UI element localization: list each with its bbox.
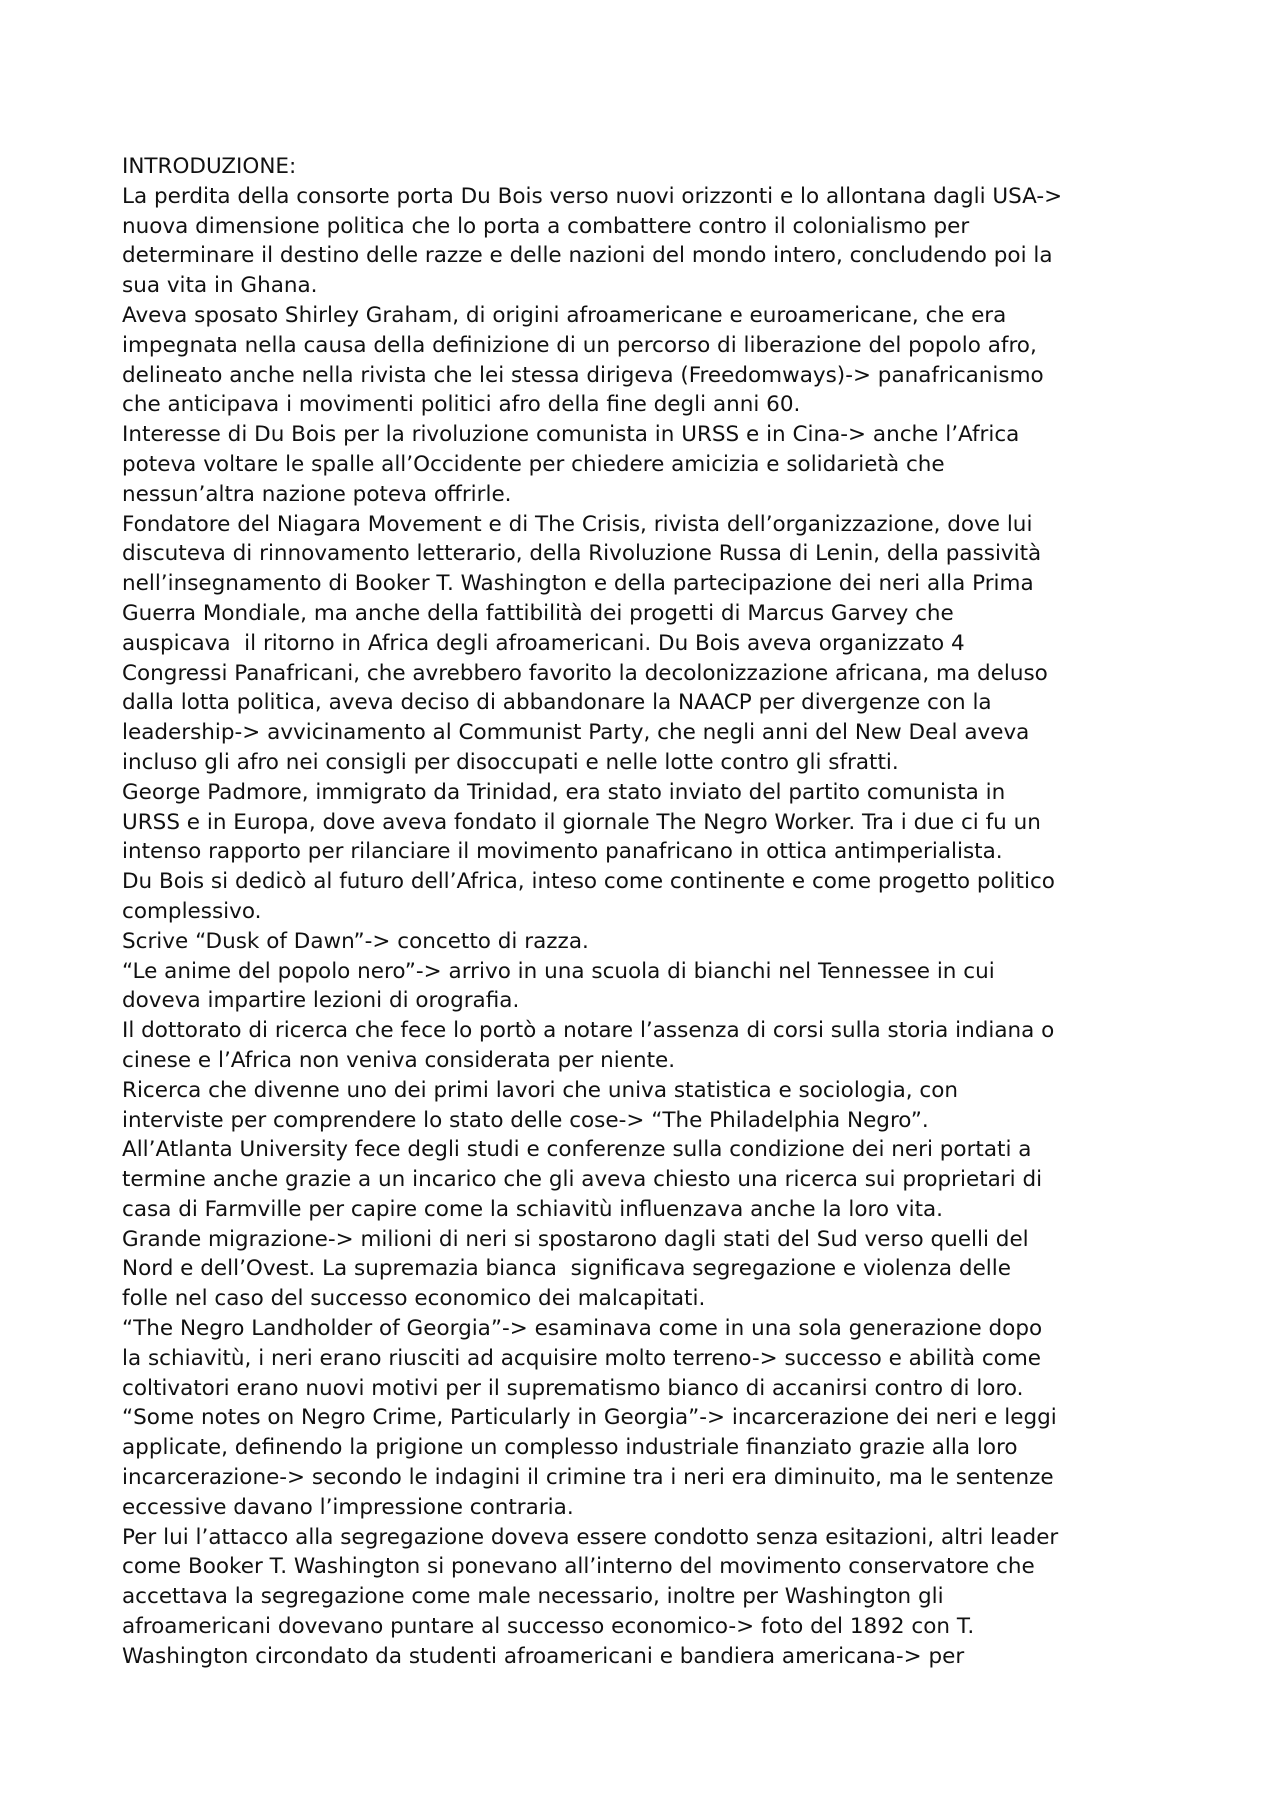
text-line: dalla lotta politica, aveva deciso di abbandonare la NAACP per divergenze con la	[122, 690, 992, 716]
text-line: casa di Farmville per capire come la schiavitù influenzava anche la loro vita.	[122, 1196, 944, 1222]
text-line: che anticipava i movimenti politici afro della fine degli anni 60.	[122, 392, 801, 418]
text-line: Per lui l’attacco alla segregazione doveva essere condotto senza esitazioni, altri leader	[122, 1524, 1059, 1550]
text-line: incluso gli afro nei consigli per disoccupati e nelle lotte contro gli sfratti.	[122, 749, 899, 775]
text-line: intenso rapporto per rilanciare il movimento panafricano in ottica antimperialista.	[122, 839, 1003, 865]
text-line: incarcerazione-> secondo le indagini il crimine tra i neri era diminuito, ma le sentenze	[122, 1465, 1054, 1491]
heading-introduzione: INTRODUZIONE:	[122, 154, 297, 179]
text-line: come Booker T. Washington si ponevano all’interno del movimento conservatore che	[122, 1554, 1035, 1580]
text-line: Congressi Panafricani, che avrebbero favorito la decolonizzazione africana, ma deluso	[122, 660, 1048, 686]
text-line: coltivatori erano nuovi motivi per il suprematismo bianco di accanirsi contro di loro.	[122, 1375, 1024, 1401]
text-line: impegnata nella causa della definizione di un percorso di liberazione del popolo afro,	[122, 332, 1037, 358]
text-line: poteva voltare le spalle all’Occidente per chiedere amicizia e solidarietà che	[122, 451, 945, 477]
text-line: Aveva sposato Shirley Graham, di origini afroamericane e euroamericane, che era	[122, 302, 1007, 328]
text-line: “Some notes on Negro Crime, Particularly in Georgia”-> incarcerazione dei neri e leggi	[122, 1405, 1057, 1431]
text-line: “Le anime del popolo nero”-> arrivo in una scuola di bianchi nel Tennessee in cui	[122, 958, 995, 984]
text-line: doveva impartire lezioni di orografia.	[122, 988, 520, 1014]
text-line: accettava la segregazione come male necessario, inoltre per Washington gli	[122, 1584, 944, 1610]
text-line: folle nel caso del successo economico dei malcapitati.	[122, 1286, 706, 1312]
text-line: Grande migrazione-> milioni di neri si spostarono dagli stati del Sud verso quelli del	[122, 1226, 1029, 1252]
text-line: afroamericani dovevano puntare al successo economico-> foto del 1892 con T.	[122, 1614, 975, 1640]
text-line: Washington circondato da studenti afroamericani e bandiera americana-> per	[122, 1643, 965, 1669]
text-line: termine anche grazie a un incarico che gli aveva chiesto una ricerca sui proprietari di	[122, 1167, 1043, 1193]
text-line: nuova dimensione politica che lo porta a combattere contro il colonialismo per	[122, 213, 970, 239]
text-line: la schiavitù, i neri erano riusciti ad acquisire molto terreno-> successo e abilità come	[122, 1345, 1042, 1371]
text-line: auspicava il ritorno in Africa degli afroamericani. Du Bois aveva organizzato 4	[122, 630, 965, 656]
document-body	[122, 152, 1182, 1672]
text-line: Nord e dell’Ovest. La supremazia bianca significava segregazione e violenza delle	[122, 1256, 1011, 1282]
text-line: Interesse di Du Bois per la rivoluzione comunista in URSS e in Cina-> anche l’Africa	[122, 422, 1020, 448]
text-line: nell’insegnamento di Booker T. Washington e della partecipazione dei neri alla Prima	[122, 571, 1034, 597]
text-line: Scrive “Dusk of Dawn”-> concetto di razza.	[122, 928, 589, 954]
text-line: nessun’altra nazione poteva offrirle.	[122, 481, 512, 507]
text-line: La perdita della consorte porta Du Bois verso nuovi orizzonti e lo allontana dagli USA->	[122, 183, 1063, 209]
text-line: “The Negro Landholder of Georgia”-> esaminava come in una sola generazione dopo	[122, 1316, 1043, 1342]
text-line: delineato anche nella rivista che lei stessa dirigeva (Freedomways)-> panafricanismo	[122, 362, 1044, 388]
text-line: leadership-> avvicinamento al Communist Party, che negli anni del New Deal aveva	[122, 720, 1030, 746]
text-line: George Padmore, immigrato da Trinidad, era stato inviato del partito comunista in	[122, 779, 1006, 805]
text-line: All’Atlanta University fece degli studi e conferenze sulla condizione dei neri portati a	[122, 1137, 1032, 1163]
text-line: determinare il destino delle razze e delle nazioni del mondo intero, concludendo poi la	[122, 243, 1053, 269]
text-line: sua vita in Ghana.	[122, 273, 318, 299]
text-line: cinese e l’Africa non veniva considerata per niente.	[122, 1047, 676, 1073]
text-line: complessivo.	[122, 898, 262, 924]
text-line: Du Bois si dedicò al futuro dell’Africa, inteso come continente e come progetto politico	[122, 869, 1055, 895]
text-line: discuteva di rinnovamento letterario, della Rivoluzione Russa di Lenin, della passività	[122, 541, 1042, 567]
text-line: Fondatore del Niagara Movement e di The Crisis, rivista dell’organizzazione, dove lui	[122, 511, 1033, 537]
text-line: applicate, definendo la prigione un complesso industriale finanziato grazie alla loro	[122, 1435, 1018, 1461]
text-line: Ricerca che divenne uno dei primi lavori che univa statistica e sociologia, con	[122, 1077, 959, 1103]
text-line: Guerra Mondiale, ma anche della fattibilità dei progetti di Marcus Garvey che	[122, 600, 954, 626]
text-line: URSS e in Europa, dove aveva fondato il giornale The Negro Worker. Tra i due ci fu un	[122, 809, 1041, 835]
text-line: Il dottorato di ricerca che fece lo portò a notare l’assenza di corsi sulla storia indiana o	[122, 1018, 1055, 1044]
text-line: interviste per comprendere lo stato delle cose-> “The Philadelphia Negro”.	[122, 1107, 929, 1133]
text-line: eccessive davano l’impressione contraria.	[122, 1494, 574, 1520]
